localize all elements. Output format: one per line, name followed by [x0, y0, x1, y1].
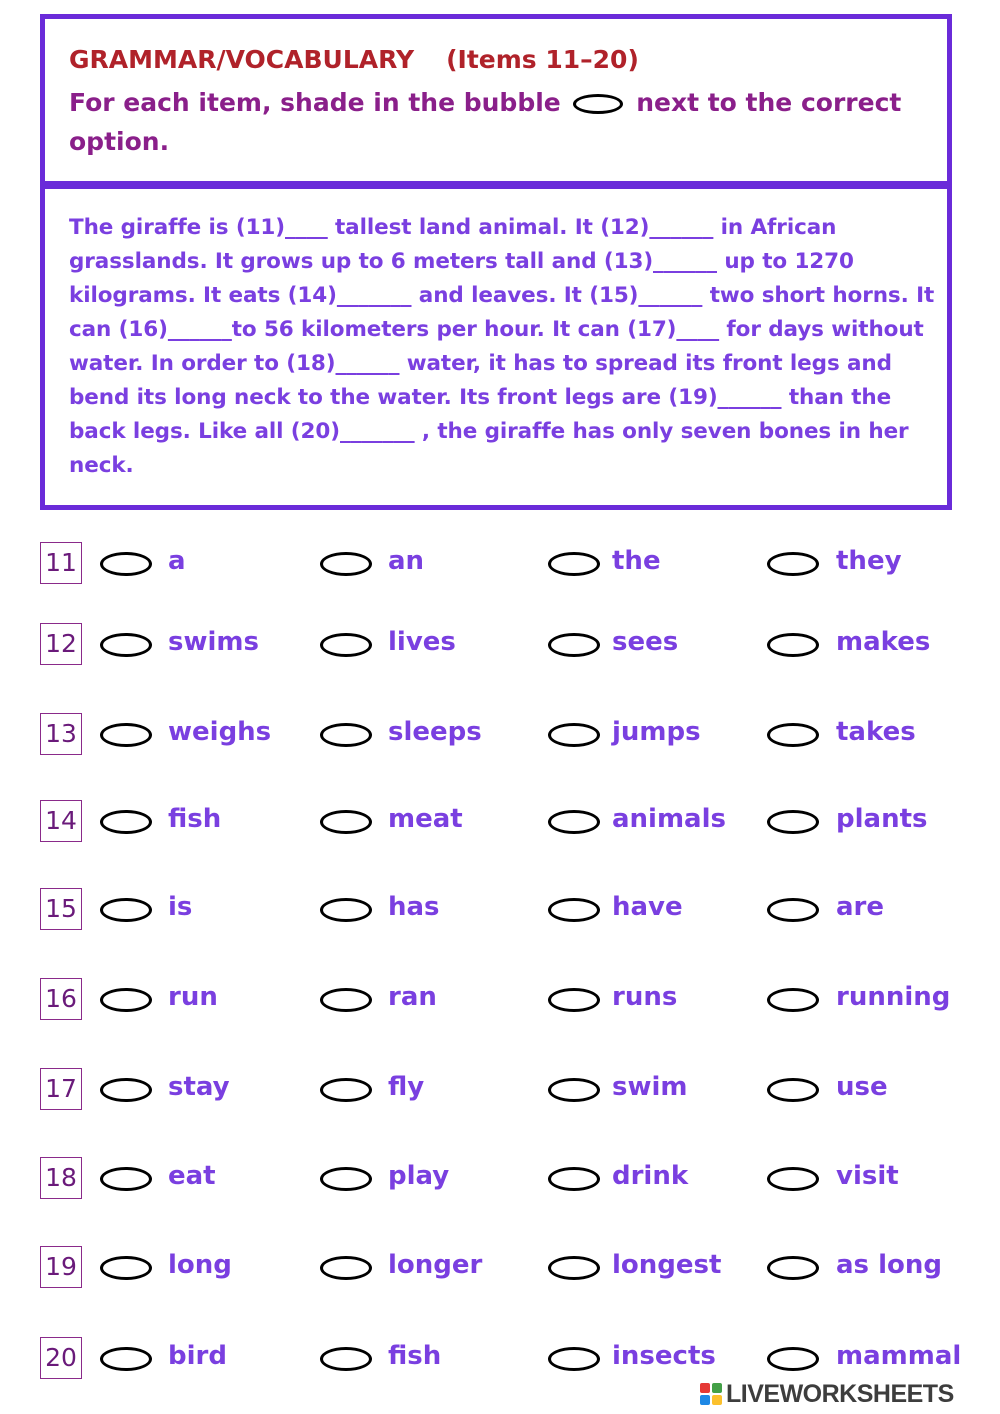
answer-bubble[interactable] — [320, 1256, 372, 1280]
item-number: 11 — [40, 542, 82, 584]
answer-bubble[interactable] — [767, 1347, 819, 1371]
answer-bubble[interactable] — [100, 633, 152, 657]
items-range: (Items 11–20) — [446, 45, 639, 74]
option-label: fly — [388, 1072, 425, 1102]
option-label: sleeps — [388, 717, 482, 747]
item-number: 20 — [40, 1337, 82, 1379]
answer-bubble[interactable] — [320, 1167, 372, 1191]
answer-bubble[interactable] — [100, 552, 152, 576]
option-label: longer — [388, 1250, 483, 1280]
answer-bubble[interactable] — [320, 898, 372, 922]
option-label: weighs — [168, 717, 272, 747]
instruction-after: next to the correct option. — [69, 88, 902, 156]
answer-bubble[interactable] — [548, 723, 600, 747]
instruction-before: For each item, shade in the bubble — [69, 88, 561, 117]
answer-bubble[interactable] — [100, 1256, 152, 1280]
answer-bubble[interactable] — [320, 988, 372, 1012]
item-number: 19 — [40, 1246, 82, 1288]
option-label: as long — [836, 1250, 942, 1280]
answer-bubble[interactable] — [767, 1078, 819, 1102]
option-label: the — [612, 546, 661, 576]
answer-bubble[interactable] — [100, 723, 152, 747]
option-label: lives — [388, 627, 456, 657]
answer-bubble[interactable] — [548, 552, 600, 576]
answer-bubble[interactable] — [767, 1256, 819, 1280]
instruction-text — [69, 83, 939, 161]
answer-bubble[interactable] — [767, 723, 819, 747]
option-label: eat — [168, 1161, 216, 1191]
option-label: have — [612, 892, 683, 922]
answer-bubble[interactable] — [548, 988, 600, 1012]
answer-bubble[interactable] — [320, 633, 372, 657]
option-label: swim — [612, 1072, 688, 1102]
answer-bubble[interactable] — [548, 1167, 600, 1191]
answer-bubble[interactable] — [100, 898, 152, 922]
option-label: sees — [612, 627, 679, 657]
answer-bubble[interactable] — [767, 633, 819, 657]
answer-bubble[interactable] — [548, 633, 600, 657]
option-label: an — [388, 546, 425, 576]
option-label: running — [836, 982, 951, 1012]
answer-bubble[interactable] — [100, 1167, 152, 1191]
option-label: longest — [612, 1250, 722, 1280]
answer-bubble[interactable] — [548, 898, 600, 922]
answer-bubble[interactable] — [100, 810, 152, 834]
answer-bubble[interactable] — [320, 723, 372, 747]
passage-text: The giraffe is (11)____ tallest land animal. It (12)______ in African grasslands. It grows up to 6 meters tall and (13)______ up to 1270 kilograms. It eats (14)_______ and leaves. It (15)______ two short horns. It can (16)______to 56 kilometers per hour. It can (17)____ for days without water. In order to (18)______ water, it has to spread its front legs and bend its long neck to the water. Its front legs are (19)______ than the back legs. Like all (20)_______ , the giraffe has only seven bones in her neck. — [69, 215, 935, 478]
option-label: fish — [168, 804, 222, 834]
option-label: stay — [168, 1072, 230, 1102]
item-number: 16 — [40, 978, 82, 1020]
answer-bubble[interactable] — [767, 898, 819, 922]
option-label: meat — [388, 804, 463, 834]
answer-bubble[interactable] — [100, 988, 152, 1012]
option-label: visit — [836, 1161, 899, 1191]
answer-bubble[interactable] — [767, 810, 819, 834]
answer-bubble[interactable] — [548, 810, 600, 834]
option-label: animals — [612, 804, 726, 834]
answer-bubble[interactable] — [100, 1347, 152, 1371]
option-label: makes — [836, 627, 931, 657]
answer-bubble[interactable] — [548, 1347, 600, 1371]
answer-bubble[interactable] — [548, 1078, 600, 1102]
option-label: drink — [612, 1161, 689, 1191]
option-label: swims — [168, 627, 259, 657]
item-number: 17 — [40, 1068, 82, 1110]
option-label: are — [836, 892, 885, 922]
brand-name: LIVEWORKSHEETS — [726, 1379, 954, 1408]
option-label: takes — [836, 717, 916, 747]
item-number: 12 — [40, 623, 82, 665]
answer-bubble[interactable] — [100, 1078, 152, 1102]
section-title-text: GRAMMAR/VOCABULARY — [69, 45, 415, 74]
option-label: bird — [168, 1341, 227, 1371]
item-number: 15 — [40, 888, 82, 930]
option-label: is — [168, 892, 193, 922]
bubble-icon — [573, 94, 623, 114]
logo-icon — [700, 1383, 722, 1405]
item-number: 18 — [40, 1157, 82, 1199]
answer-bubble[interactable] — [320, 1078, 372, 1102]
item-number: 14 — [40, 800, 82, 842]
instructions-box — [40, 14, 952, 186]
option-label: has — [388, 892, 440, 922]
liveworksheets-logo — [700, 1380, 954, 1408]
option-label: fish — [388, 1341, 442, 1371]
answer-bubble[interactable] — [320, 810, 372, 834]
answer-bubble[interactable] — [767, 552, 819, 576]
answer-bubble[interactable] — [320, 552, 372, 576]
option-label: a — [168, 546, 186, 576]
option-label: mammal — [836, 1341, 962, 1371]
item-number: 13 — [40, 713, 82, 755]
option-label: play — [388, 1161, 450, 1191]
answer-bubble[interactable] — [767, 988, 819, 1012]
answer-bubble[interactable] — [320, 1347, 372, 1371]
answer-bubble[interactable] — [548, 1256, 600, 1280]
option-label: plants — [836, 804, 928, 834]
section-title — [69, 45, 639, 74]
answer-bubble[interactable] — [767, 1167, 819, 1191]
option-label: long — [168, 1250, 232, 1280]
option-label: runs — [612, 982, 678, 1012]
option-label: jumps — [612, 717, 701, 747]
option-label: run — [168, 982, 218, 1012]
option-label: they — [836, 546, 902, 576]
passage-box — [40, 184, 952, 510]
option-label: use — [836, 1072, 888, 1102]
option-label: insects — [612, 1341, 716, 1371]
option-label: ran — [388, 982, 437, 1012]
